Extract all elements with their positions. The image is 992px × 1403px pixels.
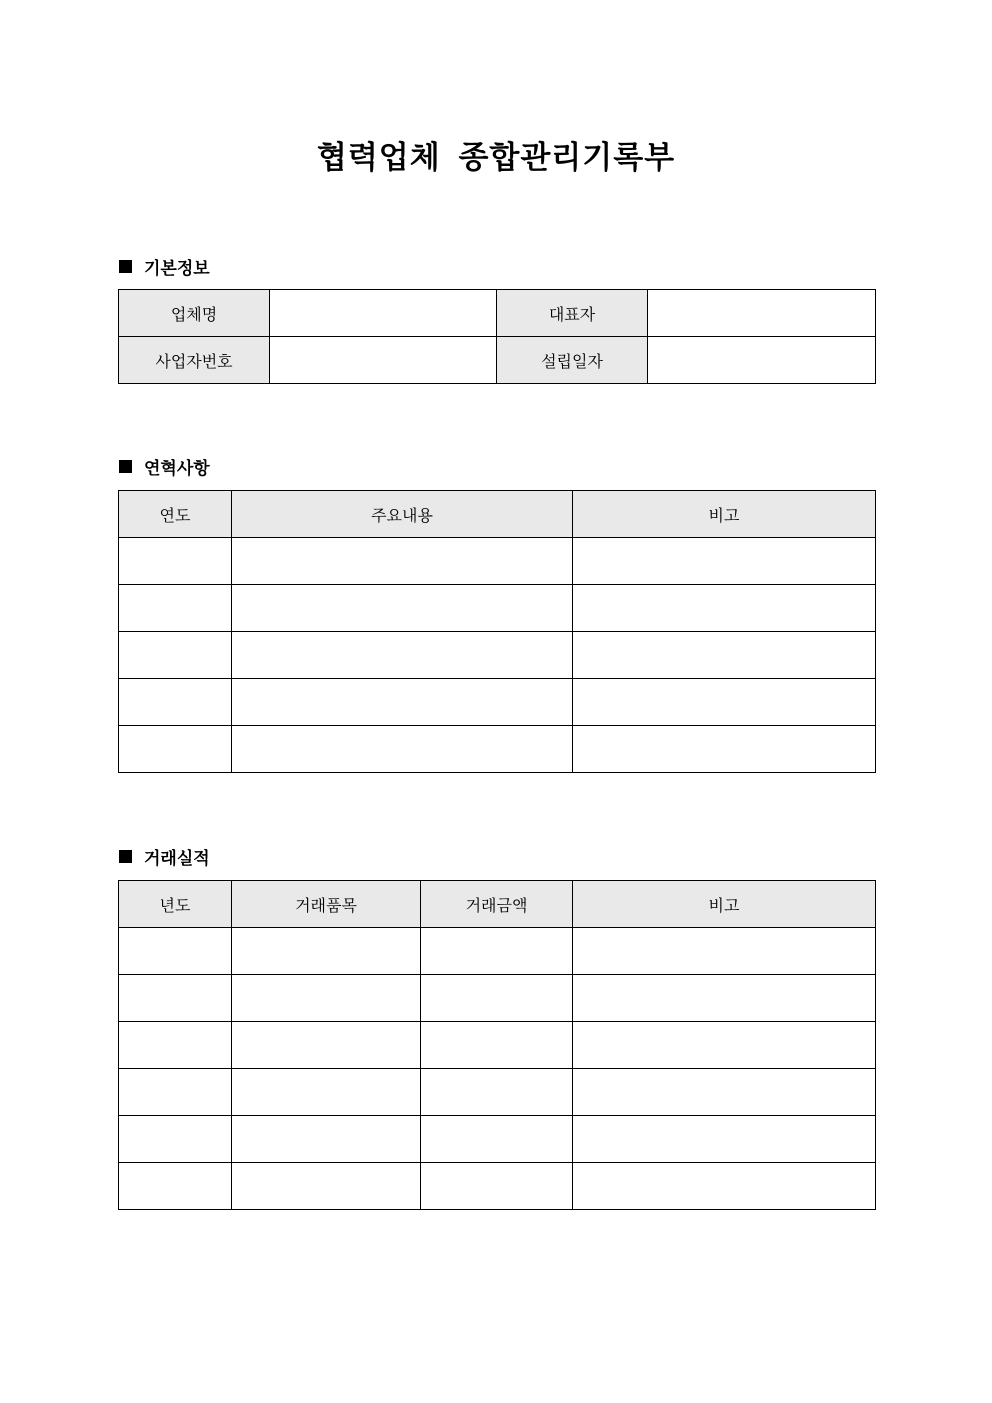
table-cell[interactable]	[573, 726, 876, 773]
table-cell[interactable]	[232, 679, 573, 726]
table-cell[interactable]	[232, 585, 573, 632]
table-cell[interactable]	[573, 585, 876, 632]
section-heading-basic	[119, 254, 210, 279]
table-row	[119, 1069, 876, 1116]
table-cell[interactable]	[119, 726, 232, 773]
table-cell[interactable]	[232, 1069, 421, 1116]
table-cell[interactable]	[573, 1163, 876, 1210]
label-founded: 설립일자	[497, 337, 648, 384]
ceo-field[interactable]	[648, 290, 876, 337]
column-header: 주요내용	[232, 491, 573, 538]
label-company: 업체명	[119, 290, 270, 337]
founded-date-field[interactable]	[648, 337, 876, 384]
table-cell[interactable]	[119, 538, 232, 585]
section-heading-history	[119, 454, 210, 479]
table-cell[interactable]	[119, 1069, 232, 1116]
table-cell[interactable]	[573, 679, 876, 726]
table-cell[interactable]	[232, 1116, 421, 1163]
column-header: 년도	[119, 881, 232, 928]
table-cell[interactable]	[421, 1022, 573, 1069]
table-cell[interactable]	[119, 679, 232, 726]
table-cell[interactable]	[573, 632, 876, 679]
table-cell[interactable]	[119, 1022, 232, 1069]
table-row	[119, 928, 876, 975]
basic-info-table	[118, 289, 876, 384]
table-row	[119, 1116, 876, 1163]
table-cell[interactable]	[232, 928, 421, 975]
table-cell[interactable]	[573, 975, 876, 1022]
table-row	[119, 1163, 876, 1210]
section-heading-label: 연혁사항	[144, 459, 210, 479]
square-bullet-icon	[119, 260, 132, 273]
table-header-row	[119, 491, 876, 538]
table-cell[interactable]	[573, 538, 876, 585]
table-cell[interactable]	[119, 585, 232, 632]
section-heading-trade	[119, 844, 210, 869]
section-heading-label: 거래실적	[144, 849, 210, 869]
column-header: 연도	[119, 491, 232, 538]
label-ceo: 대표자	[497, 290, 648, 337]
label-biz-no: 사업자번호	[119, 337, 270, 384]
square-bullet-icon	[119, 460, 132, 473]
table-cell[interactable]	[421, 975, 573, 1022]
table-cell[interactable]	[232, 538, 573, 585]
table-cell[interactable]	[119, 928, 232, 975]
table-row	[119, 975, 876, 1022]
trade-table	[118, 880, 876, 1210]
table-header-row	[119, 881, 876, 928]
table-cell[interactable]	[119, 1116, 232, 1163]
table-cell[interactable]	[232, 1163, 421, 1210]
column-header: 거래금액	[421, 881, 573, 928]
table-cell[interactable]	[421, 928, 573, 975]
table-cell[interactable]	[232, 1022, 421, 1069]
table-cell[interactable]	[573, 928, 876, 975]
column-header: 비고	[573, 881, 876, 928]
table-cell[interactable]	[232, 975, 421, 1022]
table-cell[interactable]	[573, 1069, 876, 1116]
history-table	[118, 490, 876, 773]
table-cell[interactable]	[421, 1116, 573, 1163]
section-heading-label: 기본정보	[144, 259, 210, 279]
table-cell[interactable]	[421, 1069, 573, 1116]
table-row	[119, 290, 876, 337]
table-cell[interactable]	[573, 1116, 876, 1163]
column-header: 비고	[573, 491, 876, 538]
table-row	[119, 585, 876, 632]
table-cell[interactable]	[573, 1022, 876, 1069]
table-cell[interactable]	[421, 1163, 573, 1210]
table-cell[interactable]	[119, 975, 232, 1022]
table-cell[interactable]	[232, 632, 573, 679]
biz-no-field[interactable]	[270, 337, 497, 384]
table-cell[interactable]	[119, 632, 232, 679]
table-row	[119, 1022, 876, 1069]
table-row	[119, 679, 876, 726]
column-header: 거래품목	[232, 881, 421, 928]
table-cell[interactable]	[119, 1163, 232, 1210]
table-row	[119, 726, 876, 773]
table-row	[119, 538, 876, 585]
square-bullet-icon	[119, 850, 132, 863]
table-cell[interactable]	[232, 726, 573, 773]
table-row	[119, 337, 876, 384]
table-row	[119, 632, 876, 679]
page-title: 협력업체 종합관리기록부	[316, 140, 676, 176]
company-name-field[interactable]	[270, 290, 497, 337]
